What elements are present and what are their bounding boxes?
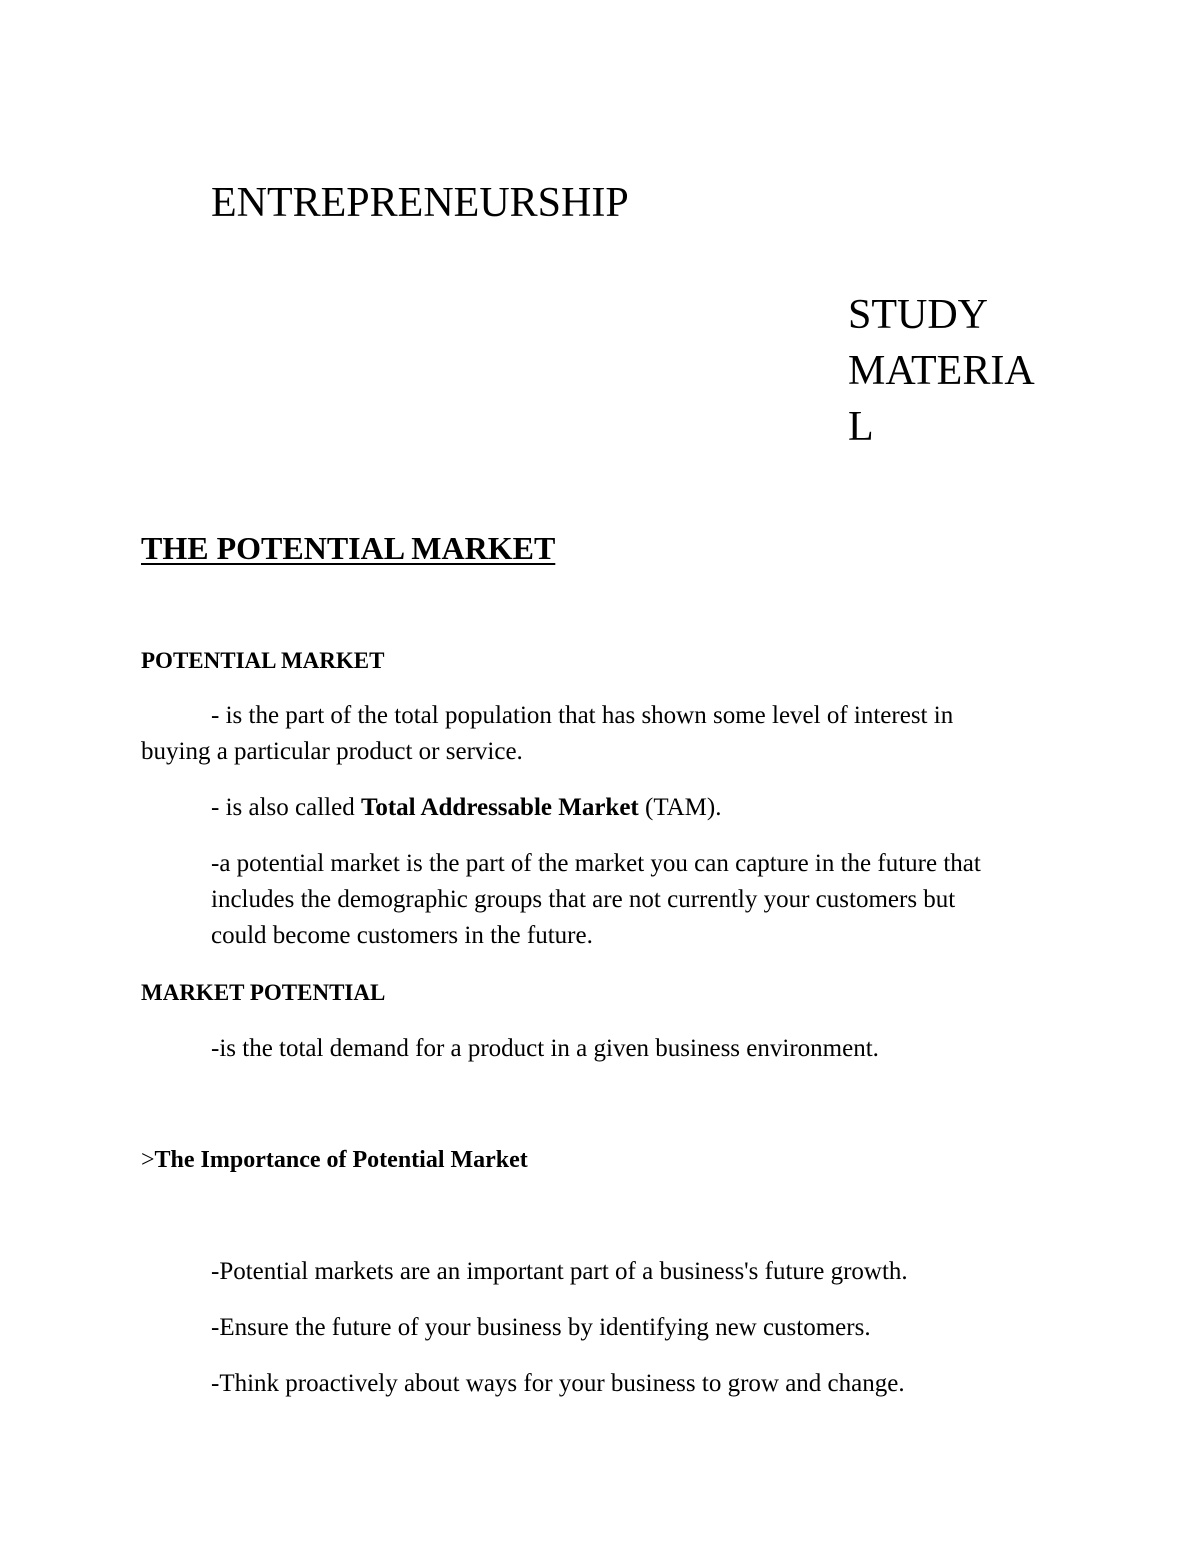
importance-heading-text: The Importance of Potential Market xyxy=(154,1147,528,1173)
potential-market-def1-line1: - is the part of the total population that has shown some level of interest in xyxy=(211,702,954,729)
side-title-line-3: L xyxy=(848,404,874,450)
importance-heading xyxy=(141,1142,528,1178)
potential-market-def3-line2: includes the demographic groups that are not currently your customers but xyxy=(211,886,956,913)
potential-market-def2 xyxy=(211,790,721,826)
section-heading: THE POTENTIAL MARKET xyxy=(141,530,556,566)
potential-market-def3-line1: -a potential market is the part of the market you can capture in the future that xyxy=(211,850,981,877)
market-potential-heading: MARKET POTENTIAL xyxy=(141,980,386,1005)
def2-bold-term: Total Addressable Market xyxy=(360,794,639,821)
def2-suffix: (TAM). xyxy=(638,794,722,821)
def2-prefix: - is also called xyxy=(211,794,361,821)
market-potential-def: -is the total demand for a product in a given business environment. xyxy=(211,1035,879,1062)
potential-market-def3-line3: could become customers in the future. xyxy=(211,922,593,949)
potential-market-heading: POTENTIAL MARKET xyxy=(141,648,385,673)
importance-point-3: -Think proactively about ways for your business to grow and change. xyxy=(211,1370,905,1397)
document-title: ENTREPRENEURSHIP xyxy=(211,180,629,226)
side-title-line-2: MATERIA xyxy=(848,348,1035,394)
potential-market-def1-line2: buying a particular product or service. xyxy=(141,738,523,765)
importance-point-2: -Ensure the future of your business by identifying new customers. xyxy=(211,1314,871,1341)
importance-prefix: > xyxy=(141,1147,155,1173)
importance-point-1: -Potential markets are an important part of a business's future growth. xyxy=(211,1258,908,1285)
side-title-line-1: STUDY xyxy=(848,292,989,338)
